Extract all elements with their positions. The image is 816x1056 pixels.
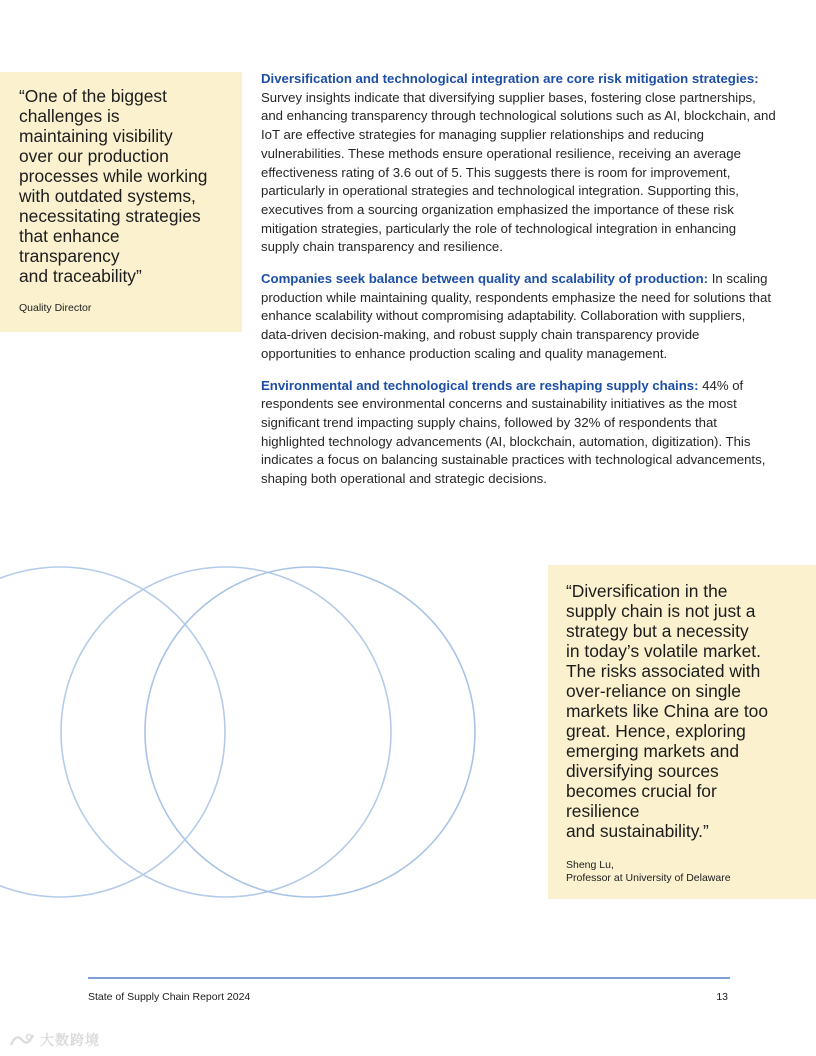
footer-report-title: State of Supply Chain Report 2024 — [88, 991, 251, 1003]
main-text-column — [261, 70, 776, 502]
quote-card-right — [548, 565, 816, 899]
watermark-logo-icon — [8, 1031, 36, 1049]
section-quality-scalability-body: In scaling production while maintaining quality, respondents emphasize the need for solutions that enhance scalability without compromising adaptability. Collaboration with suppliers, data-driven decision-making, and robust supply chain transparency provide opportunities to enhance production scaling and quality management. — [261, 271, 771, 361]
section-diversification — [261, 70, 776, 257]
quote-right-attribution: Sheng Lu, Professor at University of Delaware — [566, 859, 731, 884]
decorative-circle-2 — [61, 567, 391, 897]
quote-card-left — [0, 72, 242, 332]
quote-right-text: “Diversification in the supply chain is not just a strategy but a necessity in today’s volatile market. The risks associated with over-reliance on single markets like China are too great. Hence, exploring emerging markets and diversifying sources becomes crucial for resilience and sustainability.” — [566, 581, 769, 841]
section-quality-scalability-heading: Companies seek balance between quality and scalability of production: — [261, 271, 709, 287]
watermark-text: 大数跨境 — [40, 1032, 100, 1048]
section-diversification-body: Survey insights indicate that diversifying supplier bases, fostering close partnerships, and enhancing transparency through technological solutions such as AI, blockchain, and IoT are effective strategies for managing supplier relationships and reducing vulnerabilities. These methods ensure operational resilience, receiving an average effectiveness rating of 3.6 out of 5. This suggests there is room for improvement, particularly in operational strategies and technological integration. Supporting this, executives from a sourcing organization emphasized the importance of these risk mitigation strategies, particularly the role of technological integration in enhancing supply chain transparency and resilience. — [261, 89, 776, 255]
decorative-circles — [0, 560, 560, 905]
section-trends-body: 44% of respondents see environmental concerns and sustainability initiatives as the most significant trend impacting supply chains, followed by 32% of respondents that highlighted technology advancements (AI, blockchain, automation, digitization). This indicates a focus on balancing sustainable practices with technological advancements, shaping both operational and strategic decisions. — [261, 377, 766, 487]
footer-divider — [88, 977, 730, 979]
decorative-circle-3 — [145, 567, 475, 897]
section-diversification-heading: Diversification and technological integration are core risk mitigation strategies: — [261, 71, 759, 86]
section-trends-heading: Environmental and technological trends are reshaping supply chains: — [261, 377, 699, 393]
quote-left-text: “One of the biggest challenges is maintaining visibility over our production processes while working with outdated systems, necessitating strategies that enhance transparency and traceability” — [19, 86, 208, 286]
section-trends — [261, 377, 776, 489]
section-quality-scalability — [261, 270, 776, 364]
quote-left-attribution: Quality Director — [19, 302, 92, 314]
watermark — [8, 1030, 100, 1050]
footer-page-number: 13 — [716, 991, 728, 1003]
